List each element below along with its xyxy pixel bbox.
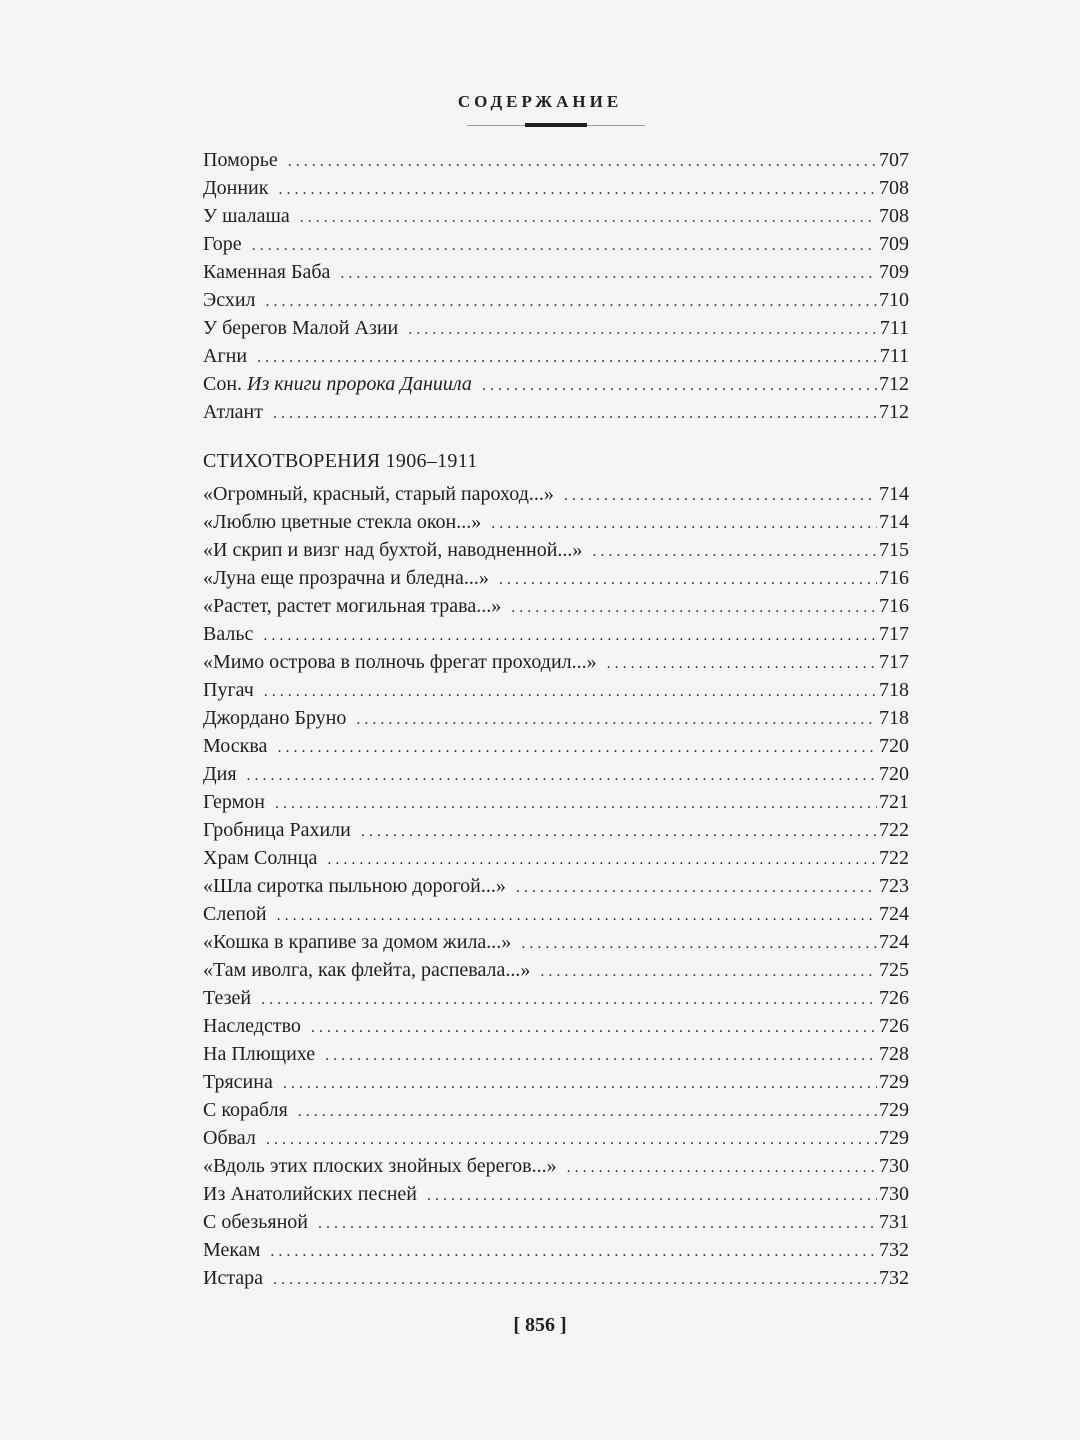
- toc-entry-title-text: Пугач: [203, 679, 254, 701]
- toc-entry-page: 712: [879, 401, 909, 423]
- toc-entry-page: 714: [879, 511, 909, 533]
- toc-entry: [203, 956, 909, 984]
- toc-entry-title-text: Обвал: [203, 1127, 256, 1149]
- toc-entry-page: 711: [879, 317, 909, 339]
- toc-entry-title: [203, 1208, 308, 1236]
- section-heading: СТИХОТВОРЕНИЯ 1906–1911: [203, 450, 478, 472]
- dot-leader: [516, 874, 877, 902]
- toc-entry-page: 720: [879, 735, 909, 757]
- toc-entry-page: 709: [879, 261, 909, 283]
- toc-entry-title: [203, 146, 278, 174]
- toc-entry-page: 715: [879, 539, 909, 561]
- header-rule-thick: [525, 123, 587, 127]
- toc-entry: [203, 286, 909, 314]
- dot-leader: [318, 1210, 877, 1238]
- toc-entry: [203, 928, 909, 956]
- dot-leader: [499, 566, 877, 594]
- toc-entry-title: [203, 592, 501, 620]
- toc-entry-title-text: «Огромный, красный, старый пароход...»: [203, 483, 554, 505]
- toc-entry-page: 731: [879, 1211, 909, 1233]
- toc-entry: [203, 1124, 909, 1152]
- toc-entry-page: 716: [879, 595, 909, 617]
- dot-leader: [482, 372, 877, 400]
- toc-entry: [203, 1068, 909, 1096]
- toc-entry-page: 729: [879, 1099, 909, 1121]
- toc-entry-page: 720: [879, 763, 909, 785]
- toc-entry: [203, 1236, 909, 1264]
- toc-entry-title-text: Гермон: [203, 791, 265, 813]
- toc-entry-title: [203, 1124, 256, 1152]
- toc-entry: [203, 592, 909, 620]
- dot-leader: [277, 734, 877, 762]
- toc-entry-page: 724: [879, 903, 909, 925]
- dot-leader: [283, 1070, 877, 1098]
- toc-entry-title: [203, 844, 317, 872]
- toc-entry-title: [203, 732, 267, 760]
- toc-entry-title: [203, 788, 265, 816]
- toc-entry-title-text: Истара: [203, 1267, 264, 1289]
- toc-entry: [203, 788, 909, 816]
- toc-entry-title: [203, 1068, 273, 1096]
- toc-entry-title: [203, 174, 268, 202]
- toc-entry: [203, 258, 909, 286]
- toc-entry: [203, 1040, 909, 1068]
- toc-entry-title-text: «Растет, растет могильная трава...»: [203, 595, 502, 617]
- toc-entry-page: 730: [879, 1183, 909, 1205]
- toc-entry-title: [203, 760, 237, 788]
- toc-entry: [203, 984, 909, 1012]
- toc-entry-page: 717: [879, 623, 909, 645]
- toc-entry-title: [203, 648, 597, 676]
- toc-entry-title-text: Дия: [203, 763, 237, 785]
- toc-entry-title: [203, 1152, 557, 1180]
- toc-entry-title-text: «Там иволга, как флейта, распевала...»: [203, 959, 531, 981]
- toc-entry-page: 712: [879, 373, 909, 395]
- toc-entry: [203, 370, 909, 398]
- toc-entry: [203, 1180, 909, 1208]
- toc-entry: [203, 816, 909, 844]
- toc-entry-title-text: Атлант: [203, 401, 263, 423]
- toc-entry-title: [203, 258, 330, 286]
- toc-entry-page: 729: [879, 1071, 909, 1093]
- toc-entry-title-text: Мекам: [203, 1239, 261, 1261]
- toc-entry-page: 708: [879, 205, 909, 227]
- dot-leader: [300, 204, 877, 232]
- toc-entry-page: 721: [879, 791, 909, 813]
- dot-leader: [288, 148, 877, 176]
- dot-leader: [263, 622, 877, 650]
- toc-entry-page: 732: [879, 1267, 909, 1289]
- toc-entry-title-text: Слепой: [203, 903, 267, 925]
- toc-entry-page: 726: [879, 1015, 909, 1037]
- toc-entry-title-text: «Кошка в крапиве за домом жила...»: [203, 931, 512, 953]
- dot-leader: [511, 594, 877, 622]
- dot-leader: [266, 288, 878, 316]
- toc-entry-title: [203, 1096, 288, 1124]
- toc-entry-page: 711: [879, 345, 909, 367]
- toc-entry-title: [203, 872, 506, 900]
- page-header: [0, 92, 1080, 112]
- toc-entry: [203, 648, 909, 676]
- toc-entry-title-text: С корабля: [203, 1099, 288, 1121]
- toc-entry-title: [203, 676, 254, 704]
- toc-entry: [203, 480, 909, 508]
- toc-entry: [203, 732, 909, 760]
- toc-entry-title-text: «Вдоль этих плоских знойных берегов...»: [203, 1155, 557, 1177]
- toc-entry: [203, 844, 909, 872]
- toc-entry-title-text: Москва: [203, 735, 268, 757]
- toc-entry-page: 729: [879, 1127, 909, 1149]
- toc-entry-page: 722: [879, 819, 909, 841]
- toc-entry-page: 730: [879, 1155, 909, 1177]
- toc-entry: [203, 1264, 909, 1292]
- toc-entry-title: [203, 816, 351, 844]
- dot-leader: [491, 510, 877, 538]
- toc-entry-title-text: Трясина: [203, 1071, 273, 1093]
- toc-entry-title: [203, 536, 582, 564]
- dot-leader: [278, 176, 877, 204]
- toc-entry-title-text: У шалаша: [203, 205, 290, 227]
- dot-leader: [427, 1182, 877, 1210]
- toc-entry-title-text: Поморье: [203, 149, 278, 171]
- toc-entry-title-text: На Плющихе: [203, 1043, 316, 1065]
- toc-entry: [203, 620, 909, 648]
- toc-entry: [203, 230, 909, 258]
- toc-entry-title: [203, 928, 511, 956]
- toc-entry-title: [203, 508, 481, 536]
- toc-entry-title: [203, 398, 263, 426]
- dot-leader: [266, 1126, 877, 1154]
- dot-leader: [361, 818, 877, 846]
- toc-entry-page: 728: [879, 1043, 909, 1065]
- toc-entry: [203, 900, 909, 928]
- toc-entry-title-text: «Мимо острова в полночь фрегат проходил...»: [203, 651, 597, 673]
- dot-leader: [540, 958, 877, 986]
- toc-entry-title-text: Тезей: [203, 987, 252, 1009]
- toc-entry-title: [203, 1236, 260, 1264]
- dot-leader: [408, 316, 877, 344]
- toc-entry-title: [203, 1180, 417, 1208]
- toc-entry: [203, 202, 909, 230]
- toc-entry: [203, 342, 909, 370]
- dot-leader: [564, 482, 877, 510]
- toc-entry-page: 723: [879, 875, 909, 897]
- toc-entry: [203, 146, 909, 174]
- toc-entry-page: 707: [879, 149, 909, 171]
- toc-entry-page: 710: [879, 289, 909, 311]
- toc-entry: [203, 872, 909, 900]
- dot-leader: [275, 790, 877, 818]
- toc-entry-title: [203, 370, 472, 398]
- dot-leader: [264, 678, 877, 706]
- toc-entry-title-text: Джордано Бруно: [203, 707, 347, 729]
- toc-entry-page: 714: [879, 483, 909, 505]
- toc-entry-title: [203, 314, 398, 342]
- toc-entry-title: [203, 1040, 315, 1068]
- toc-entry-page: 722: [879, 847, 909, 869]
- toc-entry-title-text: С обезьяной: [203, 1211, 308, 1233]
- dot-leader: [257, 344, 878, 372]
- toc-entry-page: 718: [879, 707, 909, 729]
- toc-entry: [203, 564, 909, 592]
- toc-entry-title-text: У берегов Малой Азии: [203, 317, 399, 339]
- toc-entry: [203, 1012, 909, 1040]
- dot-leader: [273, 400, 877, 428]
- toc-entry-title-text: Каменная Баба: [203, 261, 331, 283]
- toc-entry-title-text: Сон.: [203, 373, 243, 395]
- toc-entry-title: [203, 480, 554, 508]
- toc-entry-page: 716: [879, 567, 909, 589]
- toc-entry-page: 724: [879, 931, 909, 953]
- toc-entry: [203, 398, 909, 426]
- toc-entry-title: [203, 286, 256, 314]
- dot-leader: [340, 260, 877, 288]
- toc-entry-page: 717: [879, 651, 909, 673]
- toc-group-2: [203, 480, 909, 1292]
- dot-leader: [247, 762, 877, 790]
- dot-leader: [356, 706, 877, 734]
- contents-heading: СОДЕРЖАНИЕ: [457, 92, 623, 111]
- toc-entry-title: [203, 956, 530, 984]
- toc-entry: [203, 536, 909, 564]
- toc-entry-title: [203, 1264, 263, 1292]
- toc-entry-title: [203, 202, 290, 230]
- dot-leader: [277, 902, 877, 930]
- page-number: [ 856 ]: [513, 1314, 567, 1336]
- toc-entry-page: 709: [879, 233, 909, 255]
- toc-entry-page: 725: [879, 959, 909, 981]
- toc-entry-title: [203, 1012, 301, 1040]
- dot-leader: [592, 538, 877, 566]
- toc-entry-title-text: Храм Солнца: [203, 847, 318, 869]
- toc-entry: [203, 1096, 909, 1124]
- toc-entry-title-text: Вальс: [203, 623, 254, 645]
- toc-entry-title-text: Эсхил: [203, 289, 256, 311]
- dot-leader: [252, 232, 877, 260]
- dot-leader: [567, 1154, 877, 1182]
- toc-entry: [203, 174, 909, 202]
- dot-leader: [298, 1098, 877, 1126]
- toc-entry-title-text: Из Анатолийских песней: [203, 1183, 417, 1205]
- toc-entry-title: [203, 900, 267, 928]
- dot-leader: [521, 930, 877, 958]
- dot-leader: [261, 986, 877, 1014]
- toc-entry-title: [203, 342, 247, 370]
- toc-entry-title-text: «Луна еще прозрачна и бледна...»: [203, 567, 489, 589]
- toc-entry-page: 732: [879, 1239, 909, 1261]
- dot-leader: [273, 1266, 877, 1294]
- dot-leader: [325, 1042, 877, 1070]
- toc-entry-title-text: «Люблю цветные стекла окон...»: [203, 511, 482, 533]
- toc-entry-page: 726: [879, 987, 909, 1009]
- toc-entry-title-text: «Шла сиротка пыльною дорогой...»: [203, 875, 506, 897]
- toc-entry-title: [203, 620, 253, 648]
- dot-leader: [270, 1238, 877, 1266]
- toc-entry: [203, 314, 909, 342]
- toc-entry-title-text: Агни: [203, 345, 248, 367]
- toc-entry-title: [203, 704, 346, 732]
- toc-entry: [203, 1152, 909, 1180]
- toc-entry-title: [203, 984, 251, 1012]
- toc-entry-title-text: «И скрип и визг над бухтой, наводненной...»: [203, 539, 583, 561]
- toc-entry-title: [203, 564, 489, 592]
- toc-entry: [203, 760, 909, 788]
- toc-entry: [203, 704, 909, 732]
- toc-entry-page: 718: [879, 679, 909, 701]
- toc-group-1: [203, 146, 909, 426]
- toc-entry: [203, 508, 909, 536]
- toc-entry-title-text: Наследство: [203, 1015, 301, 1037]
- dot-leader: [311, 1014, 877, 1042]
- dot-leader: [607, 650, 877, 678]
- toc-entry-title-text: Горе: [203, 233, 242, 255]
- toc-entry-subtitle: Из книги пророка Даниила: [247, 373, 472, 395]
- toc-entry-title-text: Гробница Рахили: [203, 819, 351, 841]
- dot-leader: [327, 846, 877, 874]
- toc-entry: [203, 676, 909, 704]
- toc-entry-title: [203, 230, 242, 258]
- toc-entry-page: 708: [879, 177, 909, 199]
- toc-entry-title-text: Донник: [203, 177, 269, 199]
- toc-entry: [203, 1208, 909, 1236]
